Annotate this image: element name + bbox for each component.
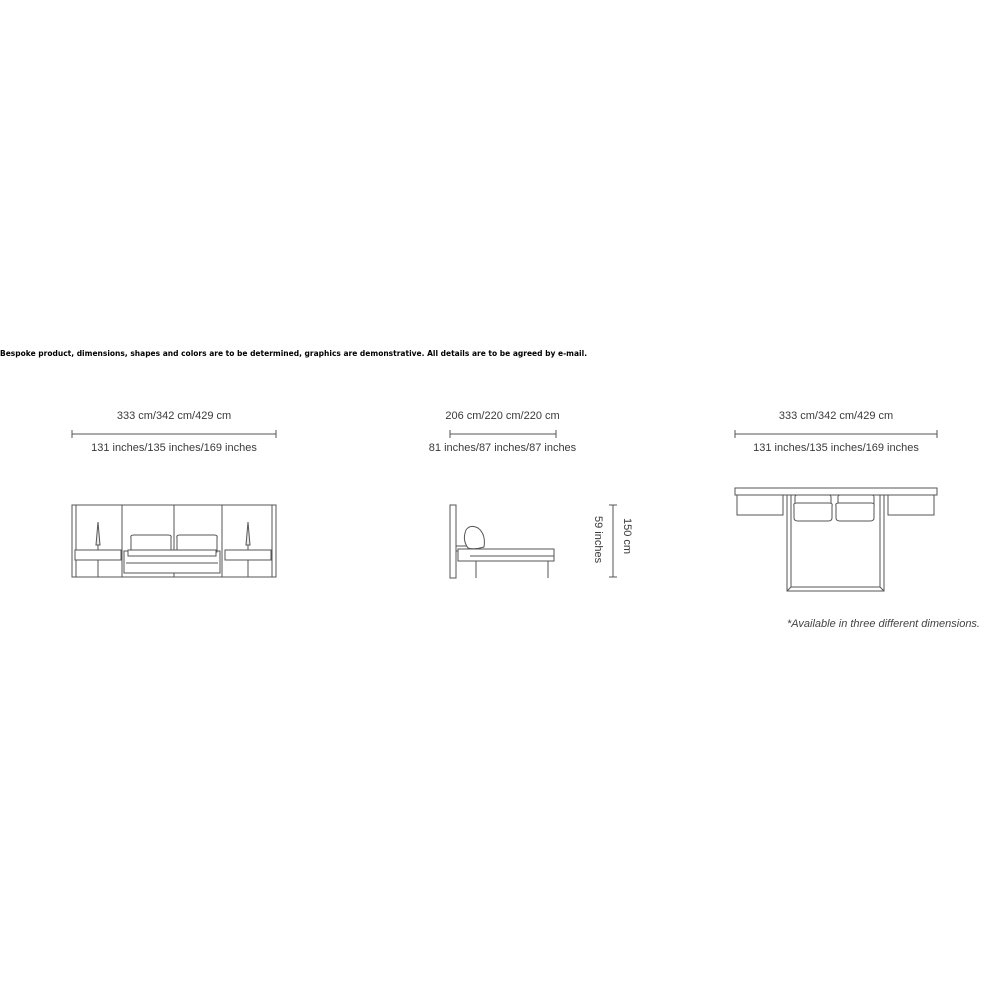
- front-view-drawing: [72, 430, 276, 577]
- top-nightstand-right: [888, 495, 934, 515]
- front-nightstand-right: [225, 550, 271, 560]
- front-nightstand-left: [75, 550, 121, 560]
- side-height-cm: 150 cm: [621, 518, 633, 555]
- top-view-drawing: [735, 430, 937, 591]
- front-width-in: 131 inches/135 inches/169 inches: [91, 442, 257, 454]
- top-width-in: 131 inches/135 inches/169 inches: [753, 442, 919, 454]
- availability-caption: *Available in three different dimensions.: [786, 618, 980, 630]
- front-lamp-right: [246, 522, 250, 545]
- front-pillow-left: [131, 535, 171, 552]
- top-pillow-right: [836, 503, 874, 521]
- top-pillow-left: [794, 503, 832, 521]
- top-nightstand-left: [737, 495, 783, 515]
- top-width-cm: 333 cm/342 cm/429 cm: [778, 410, 894, 422]
- side-length-in: 81 inches/87 inches/87 inches: [428, 442, 577, 454]
- side-pillow: [464, 526, 484, 548]
- side-headboard: [450, 505, 456, 578]
- top-headboard: [735, 488, 937, 495]
- side-length-cm: 206 cm/220 cm/220 cm: [445, 410, 560, 422]
- disclaimer-note: Bespoke product, dimensions, shapes and colors are to be determined, graphics are demonstrative. All details are to be agreed by e-mail.: [0, 349, 588, 358]
- side-height-in: 59 inches: [592, 516, 604, 564]
- front-width-cm: 333 cm/342 cm/429 cm: [116, 410, 232, 422]
- front-pillow-right: [177, 535, 217, 552]
- side-view-drawing: [450, 430, 617, 578]
- front-lamp-left: [96, 522, 100, 545]
- side-bed-frame: [458, 549, 554, 561]
